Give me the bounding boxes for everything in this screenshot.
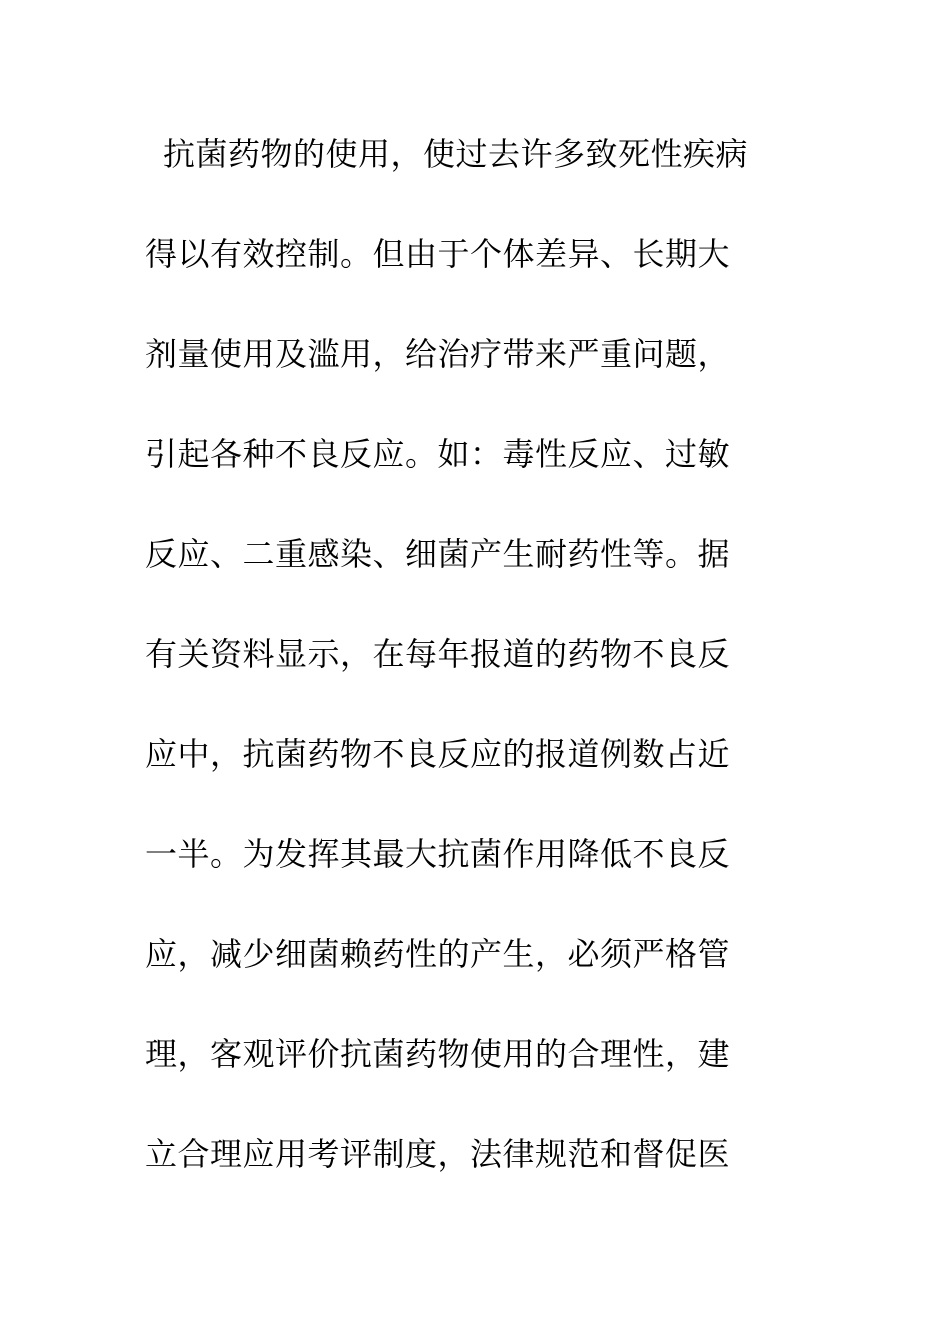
paragraph-line-11: 立合理应用考评制度，法律规范和督促医 — [145, 1135, 731, 1173]
paragraph-line-2: 得以有效控制。但由于个体差异、长期大 — [145, 235, 731, 273]
paragraph-line-10: 理，客观评价抗菌药物使用的合理性，建 — [145, 1035, 731, 1073]
paragraph-line-6: 有关资料显示，在每年报道的药物不良反 — [145, 635, 731, 673]
paragraph-line-1: 抗菌药物的使用，使过去许多致死性疾病 — [163, 135, 749, 173]
paragraph-line-3: 剂量使用及滥用，给治疗带来严重问题， — [145, 335, 731, 373]
paragraph-line-9: 应，减少细菌赖药性的产生，必须严格管 — [145, 935, 731, 973]
paragraph-line-5: 反应、二重感染、细菌产生耐药性等。据 — [145, 535, 731, 573]
paragraph-line-8: 一半。为发挥其最大抗菌作用降低不良反 — [145, 835, 731, 873]
paragraph-line-7: 应中，抗菌药物不良反应的报道例数占近 — [145, 735, 731, 773]
paragraph-line-4: 引起各种不良反应。如：毒性反应、过敏 — [145, 435, 731, 473]
